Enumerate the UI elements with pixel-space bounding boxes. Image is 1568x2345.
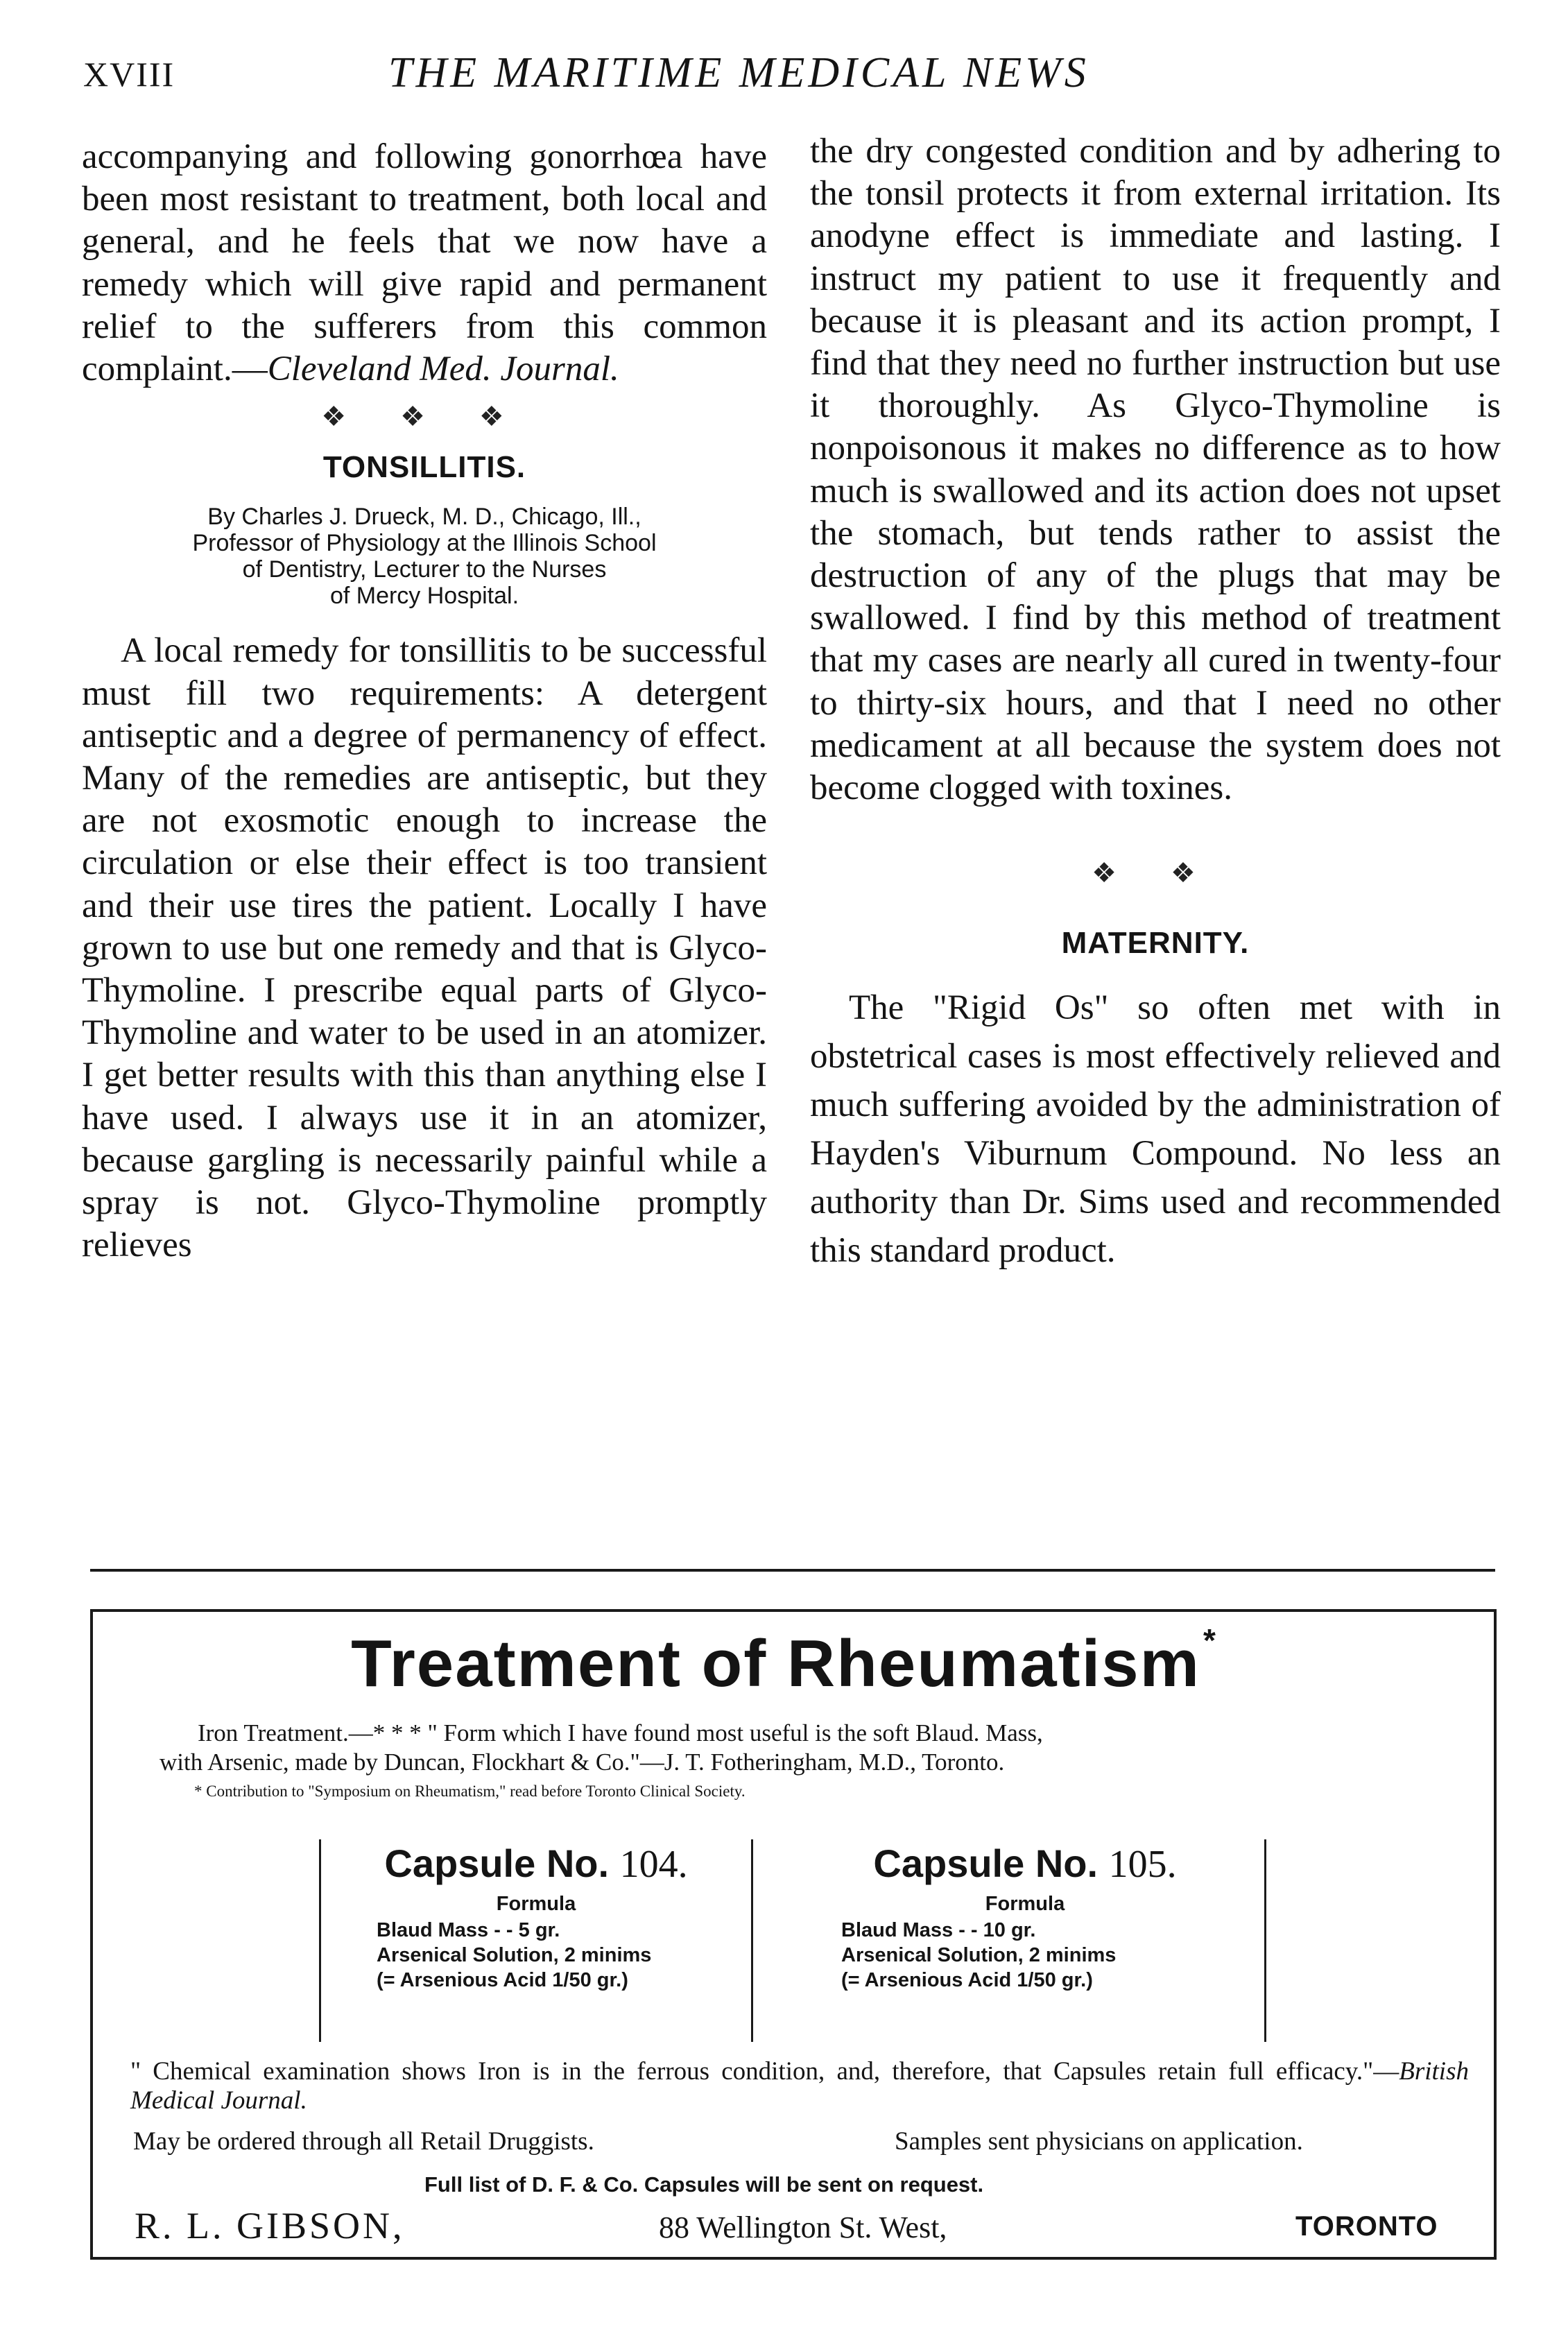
section-title-maternity: MATERNITY.	[1061, 926, 1250, 961]
section-title-tonsillitis: TONSILLITIS.	[322, 450, 526, 485]
quote-text: " Chemical examination shows Iron is in the ferrous condition, and, therefore, that Capsules retain full efficacy."—	[130, 2057, 1399, 2086]
agent-city: TORONTO	[1295, 2211, 1438, 2242]
separator-rule	[90, 1569, 1495, 1572]
section-ornament: ❖ ❖ ❖	[321, 401, 528, 433]
right-column	[810, 130, 1501, 1275]
agent-name: R. L. GIBSON,	[135, 2205, 405, 2247]
ad-title-text: Treatment of Rheumatism	[351, 1626, 1200, 1701]
formula-line: Blaud Mass - - 10 gr.	[841, 1919, 1036, 1941]
formula-line: Arsenical Solution, 2 minims	[377, 1944, 652, 1966]
intro-paragraph	[82, 136, 767, 390]
formula-label: Formula	[496, 1893, 576, 1915]
byline-line: Professor of Physiology at the Illinois School	[192, 530, 657, 557]
ad-intro-line: with Arsenic, made by Duncan, Flockhart & Co."—J. T. Fotheringham, M.D., Toronto.	[160, 1749, 1005, 1776]
formula-line: Blaud Mass - - 5 gr.	[377, 1919, 560, 1941]
page-number: XVIII	[83, 55, 175, 94]
ad-title-mark: *	[1203, 1622, 1217, 1658]
maternity-body: The "Rigid Os" so often met with in obstetrical cases is most effectively relieved and much suffering avoided by the administration of Hayden's Viburnum Compound. No less an authority than Dr. Sims used and recommended this standard product.	[810, 988, 1501, 1271]
agent-address: 88 Wellington St. West,	[659, 2210, 947, 2244]
formula-line: (= Arsenious Acid 1/50 gr.)	[377, 1969, 628, 1991]
byline-line: of Dentistry, Lecturer to the Nurses	[242, 556, 607, 583]
ordering-note: May be ordered through all Retail Druggists.	[133, 2127, 594, 2156]
byline-line: By Charles J. Drueck, M. D., Chicago, Ill.,	[207, 504, 641, 531]
full-list-note: Full list of D. F. & Co. Capsules will be sent on request.	[424, 2172, 984, 2197]
capsule-heading	[786, 1839, 1264, 1889]
capsule-number: 104.	[619, 1843, 688, 1886]
ad-contribution-note: * Contribution to "Symposium on Rheumatism," read before Toronto Clinical Society.	[194, 1783, 746, 1800]
capsule-heading	[321, 1839, 751, 1889]
capsule-number: 105.	[1108, 1843, 1177, 1886]
formula-label: Formula	[985, 1893, 1065, 1915]
ad-title	[0, 1622, 1568, 1702]
samples-note: Samples sent physicians on application.	[895, 2127, 1303, 2156]
capsule-name: Capsule No.	[384, 1841, 610, 1885]
ad-intro	[160, 1719, 1463, 1806]
ad-intro-line: Iron Treatment.—* * * " Form which I have found most useful is the soft Blaud. Mass,	[198, 1719, 1043, 1746]
formula-line: Arsenical Solution, 2 minims	[841, 1944, 1117, 1966]
left-column	[82, 136, 767, 1266]
journal-title: THE MARITIME MEDICAL NEWS	[388, 49, 1089, 96]
formula-line: (= Arsenious Acid 1/50 gr.)	[841, 1969, 1093, 1991]
tonsillitis-body: A local remedy for tonsillitis to be successful must fill two requirements: A detergent antiseptic and a degree of permanency of effect. Many of the remedies are antiseptic, but they are not exosmotic enough to increase the circulation or else their effect is too transient and their use tires the patient. Locally I have grown to use but one remedy and that is Glyco-Thymoline. I prescribe equal parts of Glyco-Thymoline and water to be used in an atomizer. I get better results with this than anything else I have used. I always use it in an atomizer, because gargling is necessarily painful while a spray is not. Glyco-Thymoline promptly relieves	[82, 631, 767, 1265]
quote-source: British Medical Journal.	[130, 2057, 1469, 2115]
ad-quote	[130, 2057, 1469, 2115]
author-byline	[82, 504, 767, 609]
intro-source: Cleveland Med. Journal.	[267, 350, 619, 389]
tonsillitis-body-continued: the dry congested condition and by adhering to the tonsil protects it from external irritation. Its anodyne effect is immediate and lasting. I instruct my patient to use it frequently and because it is pleasant and its action prompt, I find that they need no further instruction but use it thoroughly. As Glyco-Thymoline is nonpoisonous it makes no difference as to how much is swallowed and its action does not upset the stomach, but tends rather to assist the destruction of any of the plugs that may be swallowed. I find by this method of treatment that my cases are nearly all cured in twenty-four to thirty-six hours, and that I need no other medicament at all because the system does not become clogged with toxines.	[810, 132, 1501, 808]
capsule-panel-104	[319, 1839, 753, 2042]
capsule-name: Capsule No.	[873, 1841, 1099, 1885]
byline-line: of Mercy Hospital.	[329, 583, 519, 610]
capsule-panel-105	[786, 1839, 1266, 2042]
section-ornament: ❖ ❖	[1092, 857, 1219, 889]
intro-text: accompanying and following gonorrhœa have been most resistant to treatment, both local and general, and he feels that we now have a remedy which will give rapid and permanent relief to the sufferers from this common complaint.—	[82, 137, 767, 389]
